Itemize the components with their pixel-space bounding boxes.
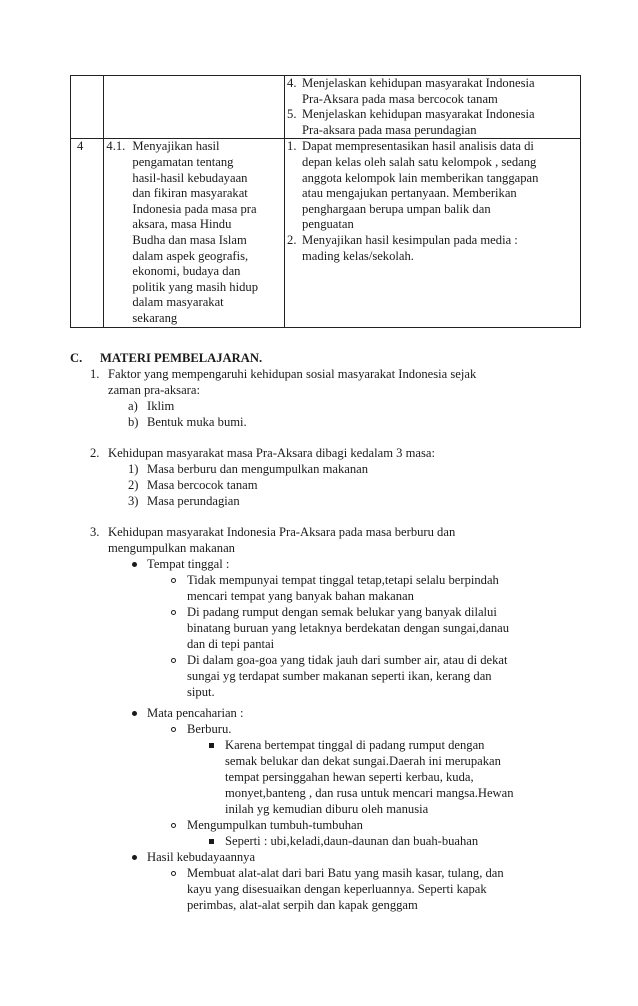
section-title: MATERI PEMBELAJARAN. — [100, 351, 263, 365]
list-marker: 1) — [128, 462, 139, 476]
list-number: 3. — [90, 525, 100, 539]
table-cell-kd — [104, 76, 285, 139]
table-cell-no — [71, 76, 104, 139]
list-item: Membuat alat-alat dari bari Batu yang masih kasar, tulang, dan — [187, 866, 504, 880]
list-item: 1. Dapat mempresentasikan hasil analisis data di depan kelas oleh salah satu kelompok , sedang anggota kelompok lain memberikan tanggapan atau mengajukan pertanyaan. Memberikan penghargaan berupa umpan balik dan penguatan — [287, 139, 539, 232]
list-item: 4. Menjelaskan kehidupan masyarakat Indonesia Pra-Aksara pada masa bercocok tanam — [287, 76, 535, 106]
circle-bullet-icon — [171, 658, 176, 663]
circle-bullet-icon — [171, 727, 176, 732]
paragraph-text: zaman pra-aksara: — [108, 383, 200, 397]
paragraph-text: Kehidupan masyarakat Indonesia Pra-Aksara pada masa berburu dan — [108, 525, 456, 539]
list-number: 1. — [90, 367, 100, 381]
learning-activities-table — [70, 75, 581, 328]
list-item: inilah yg kemudian diburu oleh manusia — [225, 802, 429, 816]
circle-bullet-icon — [171, 578, 176, 583]
paragraph-text: Faktor yang mempengaruhi kehidupan sosial masyarakat Indonesia sejak — [108, 367, 477, 381]
list-item: kayu yang disesuaikan dengan keperluannya. Seperti kapak — [187, 882, 487, 896]
list-item: Tempat tinggal : — [147, 557, 230, 571]
circle-bullet-icon — [171, 823, 176, 828]
list-item: semak belukar dan dekat sungai.Daerah ini merupakan — [225, 754, 501, 768]
list-item: mencari tempat yang banyak bahan makanan — [187, 589, 414, 603]
table-cell-no: 4 — [71, 139, 104, 327]
table-row — [71, 139, 581, 327]
list-item: tempat persinggahan hewan seperti kerbau, kuda, — [225, 770, 474, 784]
list-item: Karena bertempat tinggal di padang rumput dengan — [225, 738, 485, 752]
bullet-icon — [132, 562, 137, 567]
table-cell-activities — [285, 76, 581, 139]
list-item: siput. — [187, 685, 215, 699]
circle-bullet-icon — [171, 610, 176, 615]
list-item: Di padang rumput dengan semak belukar yang banyak dilalui — [187, 605, 497, 619]
list-marker: b) — [128, 415, 139, 429]
list-marker: 2) — [128, 478, 139, 492]
bullet-icon — [132, 855, 137, 860]
list-item: binatang buruan yang letaknya berdekatan dengan sungai,danau — [187, 621, 510, 635]
list-item: Iklim — [147, 399, 175, 413]
paragraph-text: mengumpulkan makanan — [108, 541, 235, 555]
bullet-icon — [132, 711, 137, 716]
list-item: Masa perundagian — [147, 494, 240, 508]
square-bullet-icon — [209, 839, 214, 844]
table-cell-activities — [285, 139, 581, 327]
list-marker: a) — [128, 399, 138, 413]
circle-bullet-icon — [171, 871, 176, 876]
paragraph-text: Kehidupan masyarakat masa Pra-Aksara dibagi kedalam 3 masa: — [108, 446, 435, 460]
list-item: Mengumpulkan tumbuh-tumbuhan — [187, 818, 363, 832]
list-item: sungai yg terdapat sumber makanan seperti ikan, kerang dan — [187, 669, 492, 683]
list-item: perimbas, alat-alat serpih dan kapak genggam — [187, 898, 418, 912]
list-item: Di dalam goa-goa yang tidak jauh dari sumber air, atau di dekat — [187, 653, 508, 667]
list-item: 5. Menjelaskan kehidupan masyarakat Indonesia Pra-aksara pada masa perundagian — [287, 107, 535, 137]
section-label: C. — [70, 351, 83, 365]
list-item: monyet,banteng , dan rusa untuk mencari mangsa.Hewan — [225, 786, 514, 800]
list-marker: 3) — [128, 494, 139, 508]
list-item: dan di tepi pantai — [187, 637, 275, 651]
list-item: Tidak mempunyai tempat tinggal tetap,tetapi selalu berpindah — [187, 573, 499, 587]
square-bullet-icon — [209, 743, 214, 748]
list-item: Masa bercocok tanam — [147, 478, 258, 492]
list-item: Bentuk muka bumi. — [147, 415, 247, 429]
list-item: Seperti : ubi,keladi,daun-daunan dan buah-buahan — [225, 834, 479, 848]
list-item: Hasil kebudayaannya — [147, 850, 256, 864]
list-item: Masa berburu dan mengumpulkan makanan — [147, 462, 369, 476]
table-cell-kd: 4.1. Menyajikan hasil pengamatan tentang hasil-hasil kebudayaan dan fikiran masyarakat Indonesia pada masa pra aksara, masa Hindu Budha dan masa Islam dalam aspek geografis, ekonomi, budaya dan politik yang masih hidup dalam masyarakat sekarang — [104, 139, 285, 327]
list-item: 2. Menyajikan hasil kesimpulan pada media : mading kelas/sekolah. — [287, 232, 518, 263]
list-number: 2. — [90, 446, 100, 460]
table-row — [71, 76, 581, 139]
list-item: Berburu. — [187, 722, 232, 736]
list-item: Mata pencaharian : — [147, 706, 244, 720]
